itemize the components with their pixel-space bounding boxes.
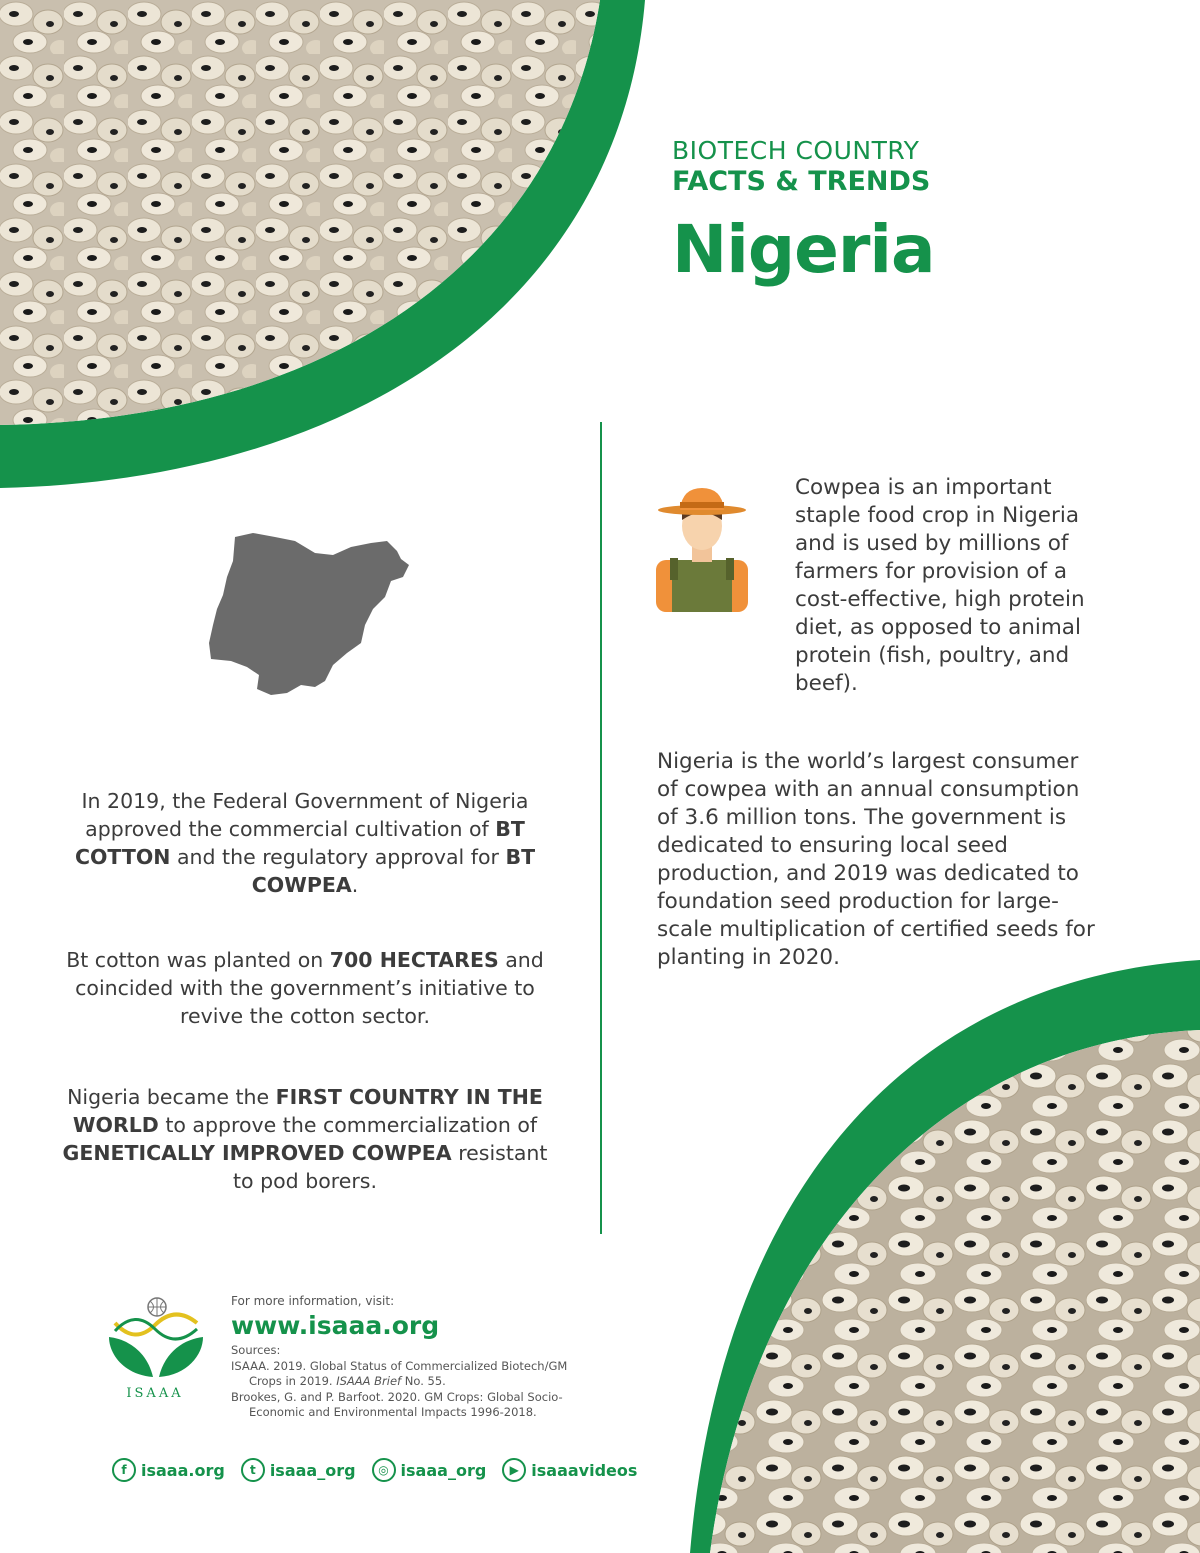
social-youtube-label: isaaavideos xyxy=(531,1460,638,1480)
isaaa-logo xyxy=(105,1295,205,1405)
title-block xyxy=(672,136,1172,290)
consumption-paragraph: Nigeria is the world’s largest consumer of cowpea with an annual consumption of 3.6 million tons. The government is dedicated to ensuring local seed production, and 2019 was dedicated to foundation seed production for large-scale multiplication of certified seeds for planting in 2020. xyxy=(657,749,1095,970)
source-2 xyxy=(231,1390,591,1421)
page-title: Nigeria xyxy=(672,211,935,288)
source-1-text: Crops in 2019. xyxy=(249,1374,337,1388)
source-2-line-1: Brookes, G. and P. Barfoot. 2020. GM Crops: Global Socio- xyxy=(231,1389,563,1404)
hectares-paragraph xyxy=(60,946,550,1030)
facebook-icon: f xyxy=(112,1458,136,1482)
bt-cowpea-highlight: BT COWPEA xyxy=(251,845,536,897)
social-twitter-label: isaaa_org xyxy=(269,1460,356,1480)
social-facebook[interactable] xyxy=(112,1458,225,1482)
source-1-italic: ISAAA Brief xyxy=(336,1374,402,1388)
first-country-text-3: resistant to pod borers. xyxy=(233,1141,548,1193)
approval-text-2: and the regulatory approval for xyxy=(170,845,506,869)
nigeria-map-icon xyxy=(205,525,415,700)
footer-info xyxy=(231,1293,591,1421)
source-1-line-2 xyxy=(231,1374,591,1390)
improved-cowpea-highlight: GENETICALLY IMPROVED COWPEA xyxy=(62,1141,452,1165)
first-country-text-2: to approve the commercialization of xyxy=(158,1113,538,1137)
approval-paragraph xyxy=(60,787,550,899)
first-country-text-1: Nigeria became the xyxy=(67,1085,276,1109)
column-divider xyxy=(600,422,602,1234)
farmer-icon xyxy=(652,480,752,615)
social-links xyxy=(112,1455,638,1485)
hectares-text-1: Bt cotton was planted on xyxy=(66,948,330,972)
social-youtube[interactable] xyxy=(502,1458,637,1482)
subtitle: FACTS & TRENDS xyxy=(672,166,931,197)
source-1-suffix: No. 55. xyxy=(401,1374,446,1388)
more-info-label: For more information, visit: xyxy=(231,1294,395,1308)
website-link[interactable]: www.isaaa.org xyxy=(231,1311,440,1340)
social-twitter[interactable] xyxy=(241,1458,356,1482)
youtube-icon: ▶ xyxy=(502,1458,526,1482)
bt-cotton-highlight: BT COTTON xyxy=(74,817,525,869)
social-instagram[interactable] xyxy=(372,1458,487,1482)
kicker-text: BIOTECH COUNTRY xyxy=(672,136,920,165)
cowpea-photo-bottom xyxy=(690,950,1200,1553)
approval-text-1: In 2019, the Federal Government of Nigeria approved the commercial cultivation of xyxy=(81,789,529,841)
first-country-paragraph xyxy=(60,1083,550,1195)
source-1-line-1: ISAAA. 2019. Global Status of Commercialized Biotech/GM xyxy=(231,1358,568,1373)
source-2-line-2: Economic and Environmental Impacts 1996-2018. xyxy=(249,1405,537,1419)
sources-label: Sources: xyxy=(231,1343,281,1357)
source-1 xyxy=(231,1359,591,1390)
social-facebook-label: isaaa.org xyxy=(141,1460,225,1480)
social-instagram-label: isaaa_org xyxy=(400,1460,487,1480)
instagram-icon: ◎ xyxy=(372,1458,396,1482)
cowpea-paragraph: Cowpea is an important staple food crop in Nigeria and is used by millions of farmers for provision of a cost-effective, high protein diet, as opposed to animal protein (fish, poultry, and beef). xyxy=(795,475,1085,696)
hectares-text-2: and coincided with the government’s initiative to revive the cotton sector. xyxy=(75,948,544,1028)
first-country-highlight: FIRST COUNTRY IN THE WORLD xyxy=(72,1085,543,1137)
approval-text-3: . xyxy=(351,873,359,897)
cowpea-photo-top xyxy=(0,0,660,500)
twitter-icon: t xyxy=(241,1458,265,1482)
logo-wordmark: ISAAA xyxy=(126,1386,184,1401)
hectares-highlight: 700 HECTARES xyxy=(329,948,499,972)
